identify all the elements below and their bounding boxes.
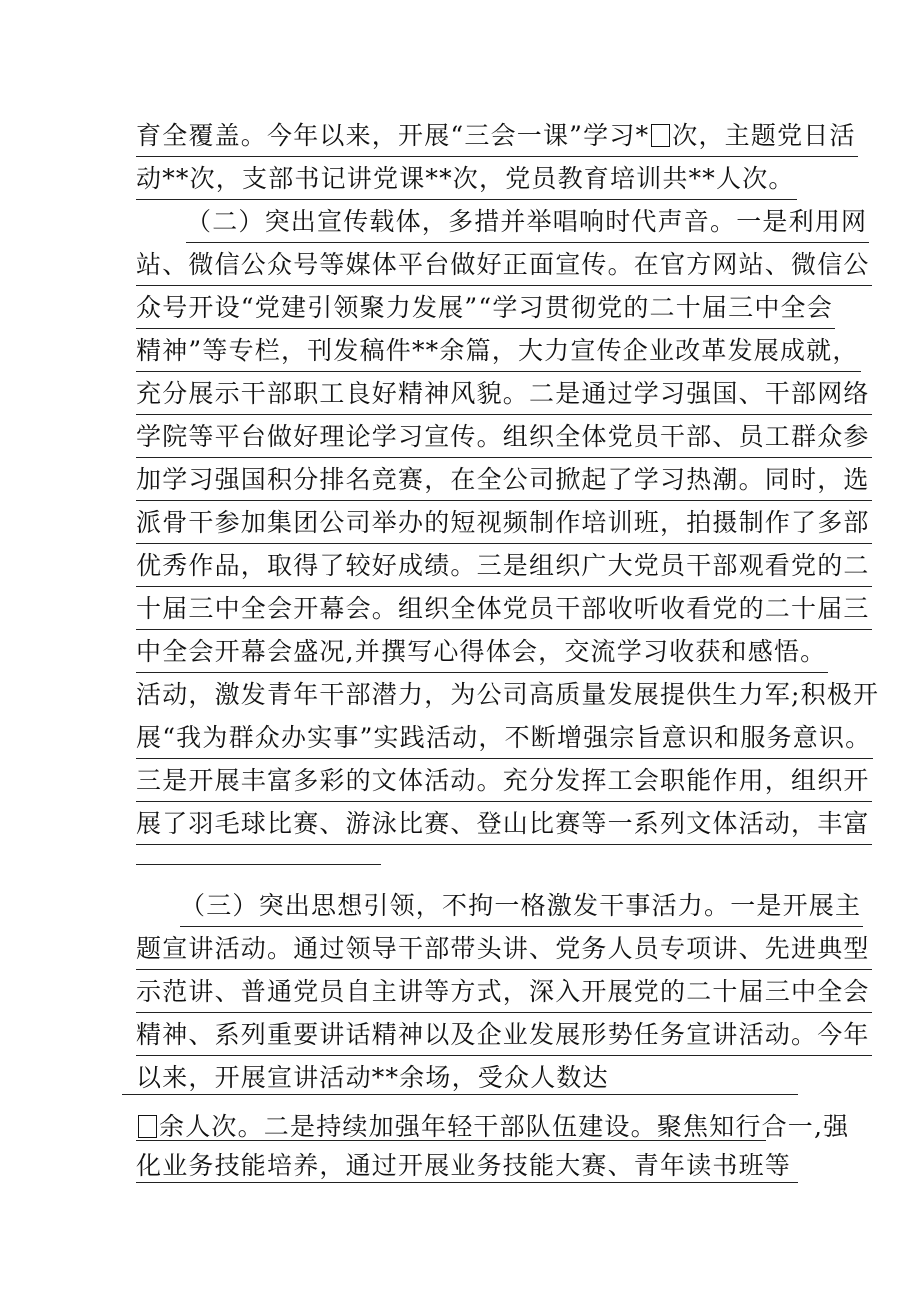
- text-line-24: 化业务技能培养，通过开展业务技能大赛、青年读书班等: [136, 1151, 792, 1180]
- text-line-1: 育全覆盖。今年以来，开展“三会一课”学习* 次，主题党日活: [136, 116, 858, 157]
- text-line-10: 派骨干参加集团公司举办的短视频制作培训班，拍摄制作了多部: [136, 503, 872, 544]
- text-line-20: 示范讲、普通党员自主讲等方式，深入开展党的二十届三中全会: [136, 972, 872, 1013]
- paragraph-2-heading-line: （二）突出宣传载体，多措并举唱响时代声音。一是利用网: [186, 202, 869, 243]
- underline-rule-4: [136, 1182, 798, 1183]
- text-line-15: 展“我为群众办实事”实践活动，不断增强宗旨意识和服务意识。: [136, 718, 873, 759]
- text-line-22: 以来，开展宣讲活动**余场，受众人数达: [136, 1063, 609, 1092]
- text-line-12: 十届三中全会开幕会。组织全体党员干部收听收看党的二十届三: [136, 589, 872, 630]
- text-line-21: 精神、系列重要讲话精神以及企业发展形势任务宣讲活动。今年: [136, 1015, 872, 1056]
- text-line-11: 优秀作品，取得了较好成绩。三是组织广大党员干部观看党的二: [136, 546, 872, 587]
- underline-rule-3: [136, 1140, 766, 1141]
- text-line-2: 动**次，支部书记讲党课**次，党员教育培训共**人次。: [136, 159, 797, 200]
- text-line-4: 站、微信公众号等媒体平台做好正面宣传。在官方网站、微信公: [136, 245, 872, 286]
- underline-rule-2: [122, 1094, 798, 1095]
- text-line-5: 众号开设“党建引领聚力发展”“学习贯彻党的二十届三中全会: [136, 288, 835, 329]
- blank-box: [651, 124, 670, 147]
- text-line-17: 展了羽毛球比赛、游泳比赛、登山比赛等一系列文体活动，丰富: [136, 804, 872, 845]
- text-line-16: 三是开展丰富多彩的文体活动。充分发挥工会职能作用，组织开: [136, 761, 872, 802]
- text-line-13: 中全会开幕会盛况,并撰写心得体会，交流学习收获和感悟。: [136, 632, 828, 673]
- paragraph-3-heading-line: （三）突出思想引领，不拘一格激发干事活力。一是开展主: [180, 886, 863, 927]
- text-line-8: 学院等平台做好理论学习宣传。组织全体党员干部、员工群众参: [136, 417, 872, 458]
- footnote-separator: [136, 864, 381, 865]
- text-line-23: 余人次。二是持续加强年轻干部队伍建设。聚焦知行合一,强: [136, 1107, 851, 1147]
- underline-rule: [136, 758, 808, 759]
- text-line-7: 充分展示干部职工良好精神风貌。二是通过学习强国、干部网络: [136, 374, 872, 415]
- text-line-14: 活动，激发青年干部潜力，为公司高质量发展提供生力军;积极开: [136, 680, 880, 709]
- text-line-9: 加学习强国积分排名竞赛，在全公司掀起了学习热潮。同时，选: [136, 460, 872, 501]
- text-line-6: 精神”等专栏，刊发稿件**余篇，大力宣传企业改革发展成就，: [136, 331, 861, 372]
- text-line-19: 题宣讲活动。通过领导干部带头讲、党务人员专项讲、先进典型: [136, 929, 872, 970]
- blank-box-2: [138, 1115, 157, 1138]
